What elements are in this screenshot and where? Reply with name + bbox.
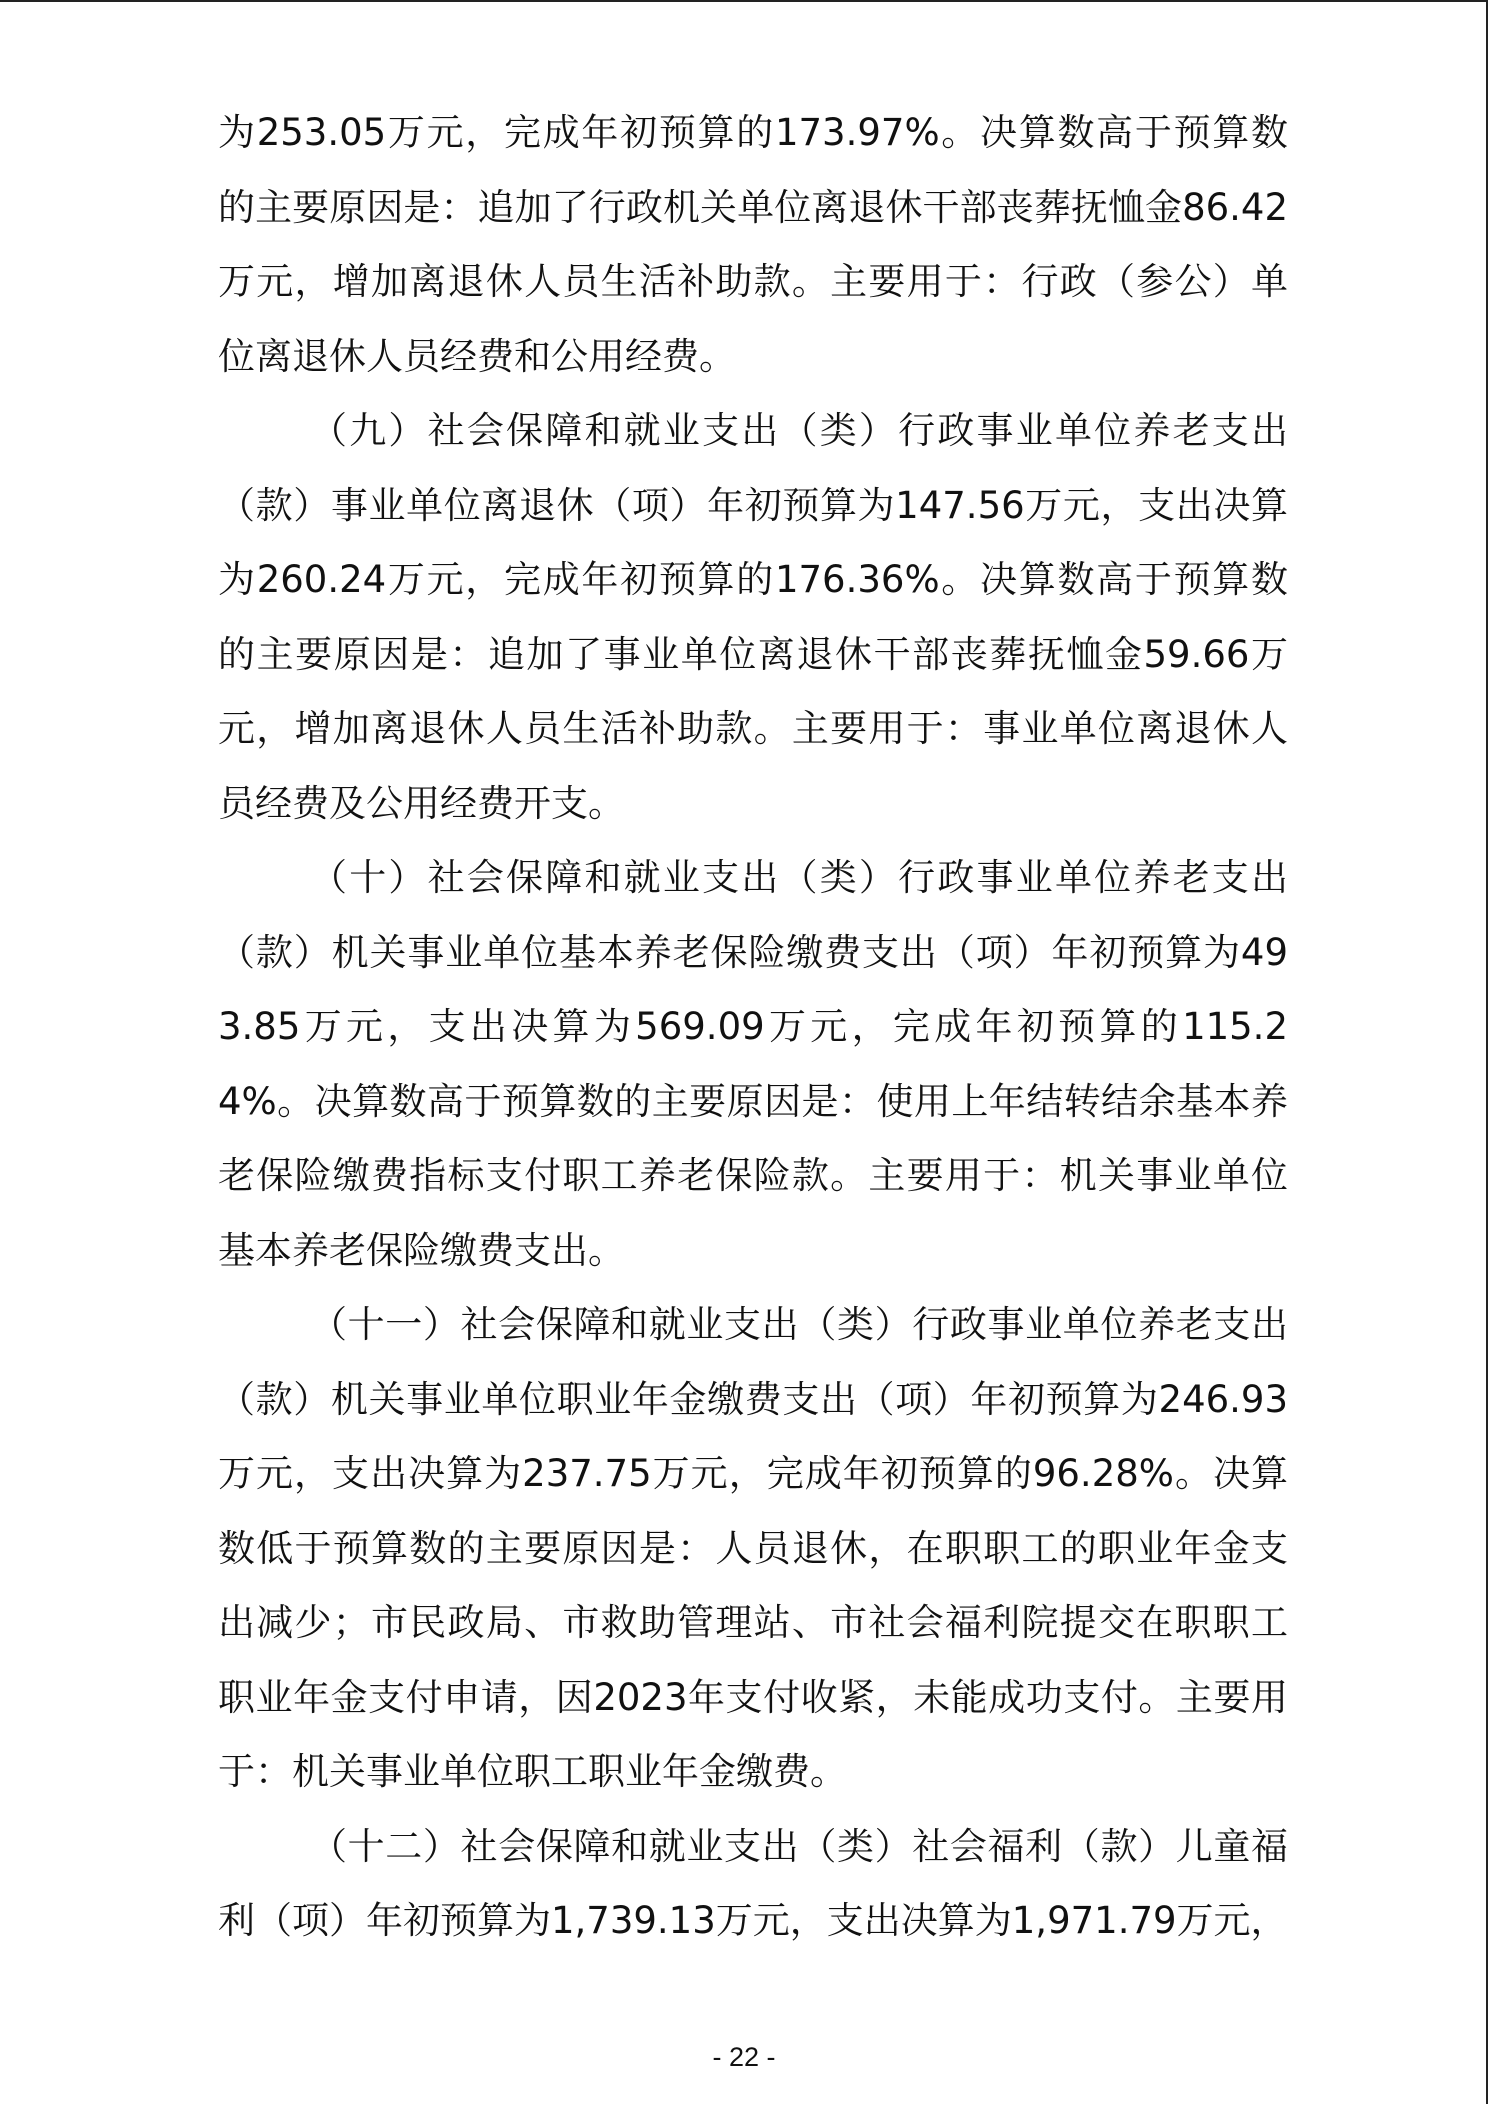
paragraph-item-10: （十）社会保障和就业支出（类）行政事业单位养老支出（款）机关事业单位基本养老保险缴费支出（项）年初预算为493.85万元，支出决算为569.09万元，完成年初预算的115.24%。决算数高于预算数的主要原因是：使用上年结转结余基本养老保险缴费指标支付职工养老保险款。主要用于：机关事业单位基本养老保险缴费支出。 [218, 856, 1288, 1272]
paragraph-continued: 为253.05万元，完成年初预算的173.97%。决算数高于预算数的主要原因是：追加了行政机关单位离退休干部丧葬抚恤金86.42万元，增加离退休人员生活补助款。主要用于：行政（参公）单位离退休人员经费和公用经费。 [218, 111, 1288, 378]
paragraph-item-11: （十一）社会保障和就业支出（类）行政事业单位养老支出（款）机关事业单位职业年金缴费支出（项）年初预算为246.93万元，支出决算为237.75万元，完成年初预算的96.28%。决算数低于预算数的主要原因是：人员退休，在职职工的职业年金支出减少；市民政局、市救助管理站、市社会福利院提交在职职工职业年金支付申请，因2023年支付收紧，未能成功支付。主要用于：机关事业单位职工职业年金缴费。 [218, 1303, 1288, 1793]
paragraph-item-9: （九）社会保障和就业支出（类）行政事业单位养老支出（款）事业单位离退休（项）年初预算为147.56万元，支出决算为260.24万元，完成年初预算的176.36%。决算数高于预算数的主要原因是：追加了事业单位离退休干部丧葬抚恤金59.66万元，增加离退休人员生活补助款。主要用于：事业单位离退休人员经费及公用经费开支。 [218, 409, 1288, 825]
page-top-border [0, 0, 1488, 2]
document-body [218, 96, 1288, 1959]
paragraph-item-12: （十二）社会保障和就业支出（类）社会福利（款）儿童福利（项）年初预算为1,739.13万元，支出决算为1,971.79万元， [218, 1824, 1288, 1942]
page-number: - 22 - [712, 2042, 776, 2072]
